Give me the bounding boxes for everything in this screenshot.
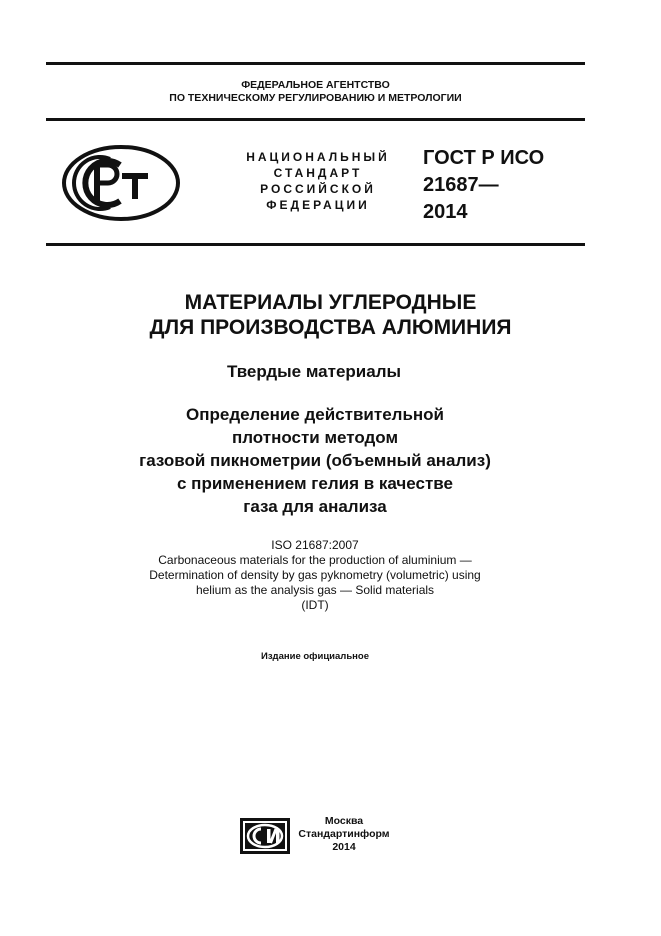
document-title: [0, 290, 661, 340]
title-line-1: МАТЕРИАЛЫ УГЛЕРОДНЫЕ: [184, 291, 477, 314]
description-line-4: с применением гелия в качестве: [177, 474, 453, 493]
iso-title-line-3: helium as the analysis gas — Solid materials: [195, 583, 435, 597]
standard-type: [228, 149, 408, 213]
rst-logo-icon: [60, 143, 182, 223]
top-rule: [46, 62, 585, 65]
description-line-5: газа для анализа: [243, 497, 387, 516]
standard-designation: [423, 145, 544, 226]
title-line-2: ДЛЯ ПРОИЗВОДСТВА АЛЮМИНИЯ: [149, 316, 512, 339]
publication-year: 2014: [332, 841, 356, 853]
iso-reference: [0, 538, 630, 613]
header-divider: [46, 118, 585, 121]
iso-title-line-2: Determination of density by gas pyknometry (volumetric) using: [149, 568, 481, 582]
agency-line-2: ПО ТЕХНИЧЕСКОМУ РЕГУЛИРОВАНИЮ И МЕТРОЛОГИИ: [169, 92, 462, 104]
iso-title-line-1: Carbonaceous materials for the production of aluminium —: [158, 553, 472, 567]
description-line-2: плотности методом: [231, 428, 399, 447]
document-subtitle: Твердые материалы: [226, 362, 402, 381]
publisher-name: Стандартинформ: [298, 828, 390, 840]
standartinform-logo-icon: [240, 818, 290, 854]
header-bottom-rule: [46, 243, 585, 246]
publisher-city: Москва: [324, 815, 364, 827]
designation-line-3: 2014: [423, 201, 468, 223]
designation-line-2: 21687—: [423, 174, 499, 196]
designation-line-1: ГОСТ Р ИСО: [423, 147, 545, 169]
iso-number: ISO 21687:2007: [271, 538, 359, 552]
standard-type-line-4: ФЕДЕРАЦИИ: [266, 198, 370, 212]
description-line-1: Определение действительной: [185, 405, 444, 424]
standard-type-line-3: РОССИЙСКОЙ: [260, 182, 376, 196]
standard-type-line-2: СТАНДАРТ: [273, 166, 363, 180]
standard-type-line-1: НАЦИОНАЛЬНЫЙ: [246, 150, 390, 164]
publisher-info: [290, 815, 398, 854]
agency-name: [46, 79, 585, 105]
agency-line-1: ФЕДЕРАЛЬНОЕ АГЕНТСТВО: [241, 79, 390, 91]
iso-equivalence: (IDT): [301, 598, 329, 612]
document-description: [0, 403, 630, 518]
edition-note: Издание официальное: [261, 651, 369, 662]
description-line-3: газовой пикнометрии (объемный анализ): [139, 451, 491, 470]
